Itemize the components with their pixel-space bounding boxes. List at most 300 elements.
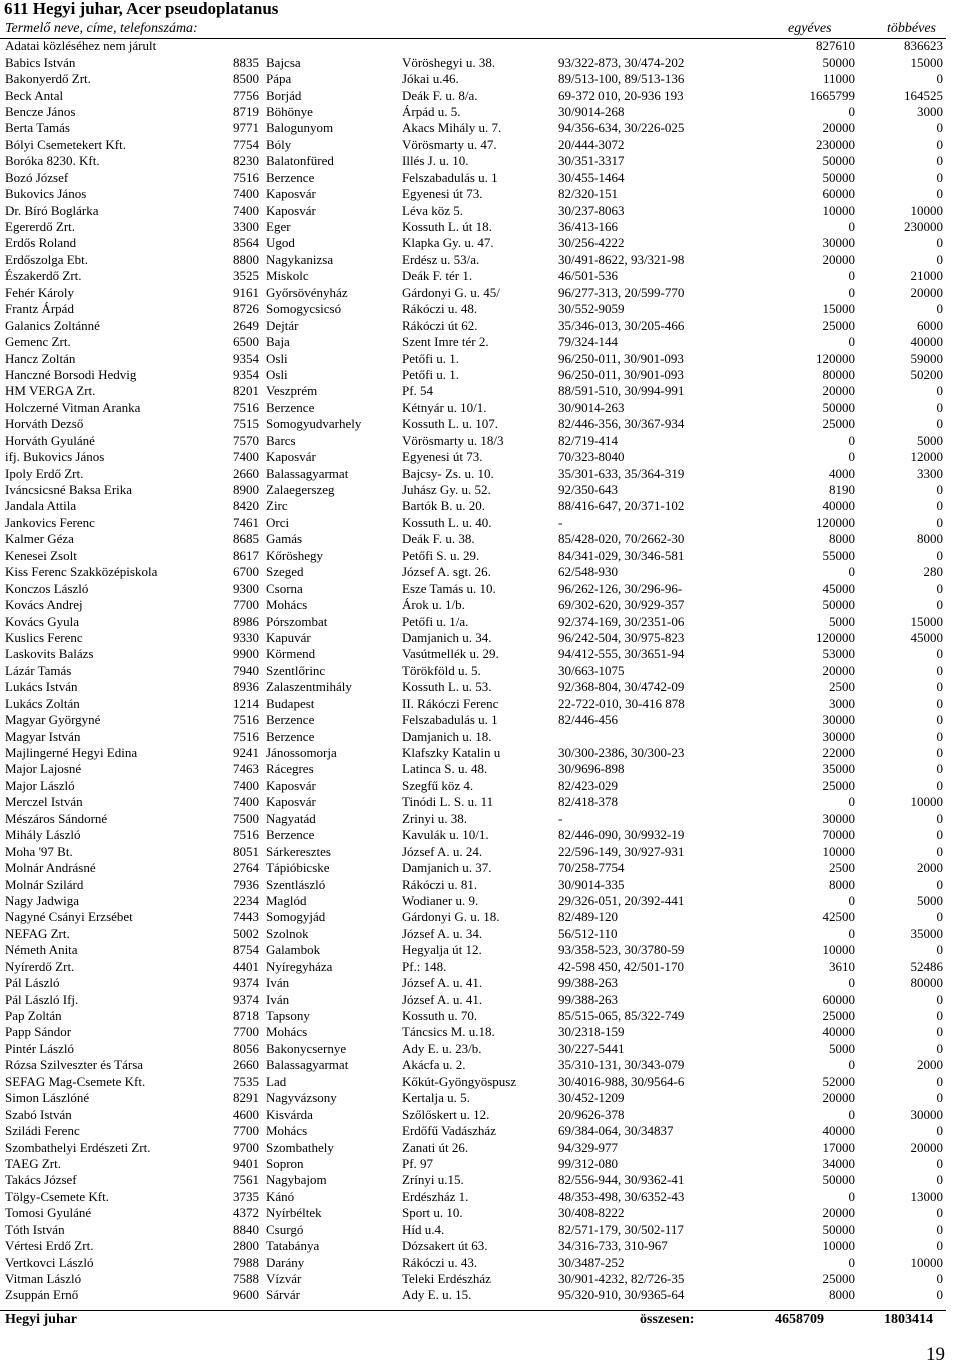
street-address: Pf. 97 (402, 1155, 434, 1171)
table-row (0, 137, 946, 153)
multi-year-quantity: 15000 (910, 613, 943, 629)
table-row (0, 170, 946, 186)
one-year-quantity: 0 (848, 268, 855, 284)
producer-name: Vitman László (5, 1271, 82, 1287)
multi-year-quantity: 0 (936, 827, 943, 843)
street-address: Zrinyi u. 38. (402, 810, 467, 826)
table-row (0, 926, 946, 942)
phone-numbers: 35/346-013, 30/205-466 (558, 317, 685, 333)
multi-year-quantity: 21000 (910, 268, 943, 284)
multi-year-quantity: 0 (936, 1287, 943, 1303)
one-year-quantity: 3000 (829, 695, 855, 711)
multi-year-quantity: 59000 (910, 350, 943, 366)
one-year-quantity: 0 (848, 1188, 855, 1204)
city: Iván (266, 975, 290, 991)
multi-year-quantity: 836623 (904, 38, 943, 54)
multi-year-quantity: 2000 (917, 860, 943, 876)
street-address: Esze Tamás u. 10. (402, 580, 496, 596)
street-address: Pf. 54 (402, 383, 434, 399)
one-year-quantity: 22000 (822, 745, 855, 761)
street-address: Petőfi u. 1. (402, 350, 460, 366)
table-row (0, 400, 946, 416)
table-row (0, 186, 946, 202)
postal-code: 8230 (233, 153, 259, 169)
phone-numbers: 85/428-020, 70/2662-30 (558, 531, 685, 547)
table-row (0, 498, 946, 514)
producer-name: Molnár Andrásné (5, 860, 96, 876)
producer-name: Mihály László (5, 827, 81, 843)
multi-year-quantity: 0 (936, 695, 943, 711)
city: Pápa (266, 71, 292, 87)
phone-numbers: 82/489-120 (558, 909, 618, 925)
phone-numbers: 30/256-4222 (558, 235, 625, 251)
multi-year-quantity: 0 (936, 136, 943, 152)
table-row (0, 876, 946, 892)
phone-numbers: 48/353-498, 30/6352-43 (558, 1188, 685, 1204)
street-address: Damjanich u. 18. (402, 728, 492, 744)
street-address: Hegyalja út 12. (402, 942, 482, 958)
one-year-quantity: 120000 (816, 514, 855, 530)
postal-code: 7936 (233, 876, 259, 892)
phone-numbers: 69-372 010, 20-936 193 (558, 87, 684, 103)
producer-name: Zsuppán Ernő (5, 1287, 79, 1303)
street-address: Dózsakert út 63. (402, 1238, 488, 1254)
producer-name: Nyírerdő Zrt. (5, 958, 75, 974)
table-row (0, 1041, 946, 1057)
phone-numbers: 96/250-011, 30/901-093 (558, 350, 684, 366)
table-row (0, 778, 946, 794)
phone-numbers: 30/4016-988, 30/9564-6 (558, 1073, 685, 1089)
street-address: Juhász Gy. u. 52. (402, 482, 491, 498)
multi-year-quantity: 0 (936, 153, 943, 169)
producer-name: Papp Sándor (5, 1024, 72, 1040)
one-year-quantity: 0 (848, 925, 855, 941)
phone-numbers (554, 38, 778, 54)
multi-year-quantity: 3000 (917, 103, 943, 119)
street-address: Vasútmellék u. 29. (402, 646, 499, 662)
table-row (0, 1172, 946, 1188)
street-address: Latinca S. u. 48. (402, 761, 488, 777)
postal-code: 7700 (233, 1024, 259, 1040)
one-year-quantity: 52000 (822, 1073, 855, 1089)
street-address: József A. u. 34. (402, 925, 483, 941)
postal-code: 2660 (233, 1057, 259, 1073)
street-address: Teleki Erdészház (402, 1271, 491, 1287)
table-row (0, 909, 946, 925)
postal-code: 8900 (233, 482, 259, 498)
city: Balassagyarmat (266, 465, 349, 481)
multi-year-quantity: 0 (936, 235, 943, 251)
postal-code: 8051 (233, 843, 259, 859)
table-row (0, 515, 946, 531)
street-address: Rákóczi u. 43. (402, 1254, 478, 1270)
phone-numbers: 30/351-3317 (558, 153, 625, 169)
multi-year-quantity: 0 (936, 597, 943, 613)
postal-code: 1214 (233, 695, 259, 711)
street-address: Petőfi S. u. 29. (402, 547, 480, 563)
postal-code: 9300 (233, 580, 259, 596)
multi-year-quantity: 0 (936, 646, 943, 662)
producer-name: Jankovics Ferenc (5, 514, 95, 530)
table-row (0, 465, 946, 481)
city: Vízvár (266, 1271, 302, 1287)
street-address: Illés J. u. 10. (402, 153, 469, 169)
multi-year-quantity: 0 (936, 662, 943, 678)
postal-code: 7516 (233, 399, 259, 415)
multi-year-quantity: 20000 (910, 1139, 943, 1155)
one-year-quantity: 42500 (822, 909, 855, 925)
city: Böhönye (266, 103, 313, 119)
one-year-quantity: 20000 (822, 662, 855, 678)
producer-name: Tomosi Gyuláné (5, 1205, 92, 1221)
street-address: Szegfű köz 4. (402, 777, 474, 793)
postal-code: 7400 (233, 777, 259, 793)
city: Nagykanizsa (266, 251, 334, 267)
one-year-quantity: 4000 (829, 465, 855, 481)
producer-name: Tóth István (5, 1221, 65, 1237)
one-year-quantity: 25000 (822, 1008, 855, 1024)
phone-numbers: 93/358-523, 30/3780-59 (558, 942, 685, 958)
city (262, 38, 398, 54)
table-row (0, 696, 946, 712)
postal-code: 9771 (233, 120, 259, 136)
postal-code: 7400 (233, 449, 259, 465)
multi-year-quantity: 0 (936, 712, 943, 728)
postal-code: 7463 (233, 761, 259, 777)
producer-name: Bukovics János (5, 186, 87, 202)
postal-code: 8726 (233, 301, 259, 317)
street-address: Damjanich u. 37. (402, 860, 492, 876)
street-address: Sport u. 10. (402, 1205, 463, 1221)
one-year-quantity: 0 (848, 103, 855, 119)
table-row (0, 679, 946, 695)
postal-code: 7500 (233, 810, 259, 826)
one-year-quantity: 50000 (822, 399, 855, 415)
table-row (0, 1074, 946, 1090)
city: Baja (266, 334, 290, 350)
city: Berzence (266, 169, 315, 185)
street-address: Tinódi L. S. u. 11 (402, 794, 494, 810)
producer-name: Dr. Bíró Boglárka (5, 202, 99, 218)
postal-code: 7561 (233, 1172, 259, 1188)
street-address (398, 38, 554, 54)
postal-code: 6700 (233, 564, 259, 580)
table-row (0, 1090, 946, 1106)
table-row (0, 350, 946, 366)
phone-numbers: 82/719-414 (558, 432, 618, 448)
one-year-quantity: 50000 (822, 1172, 855, 1188)
postal-code: 8420 (233, 498, 259, 514)
phone-numbers: 92/374-169, 30/2351-06 (558, 613, 685, 629)
multi-year-column-label: többéves (887, 21, 936, 36)
multi-year-quantity: 0 (936, 991, 943, 1007)
city: Maglód (266, 892, 307, 908)
phone-numbers: 92/368-804, 30/4742-09 (558, 679, 685, 695)
multi-year-quantity: 3300 (917, 465, 943, 481)
one-year-quantity: 30000 (822, 728, 855, 744)
city: Balassagyarmat (266, 1057, 349, 1073)
street-address: Ady E. u. 23/b. (402, 1040, 482, 1056)
producer-name: Pap Zoltán (5, 1008, 62, 1024)
multi-year-quantity: 6000 (917, 317, 943, 333)
phone-numbers: 42-598 450, 42/501-170 (558, 958, 685, 974)
postal-code: 7400 (233, 202, 259, 218)
producer-name: Jandala Attila (5, 498, 77, 514)
producer-name: Tölgy-Csemete Kft. (5, 1188, 109, 1204)
postal-code: 9161 (233, 284, 259, 300)
city: Kaposvár (266, 794, 316, 810)
multi-year-quantity: 0 (936, 942, 943, 958)
city: Sárkeresztes (266, 843, 331, 859)
street-address: Kossuth L. u. 107. (402, 416, 499, 432)
phone-numbers: 30/452-1209 (558, 1090, 625, 1106)
one-year-quantity: 40000 (822, 498, 855, 514)
city: Szombathely (266, 1139, 334, 1155)
postal-code: 7570 (233, 432, 259, 448)
phone-numbers: 82/446-456 (558, 712, 618, 728)
producer-name: Szabó István (5, 1106, 72, 1122)
postal-code: 8840 (233, 1221, 259, 1237)
phone-numbers: 46/501-536 (558, 268, 618, 284)
producer-name: Merczel István (5, 794, 83, 810)
one-year-quantity: 17000 (822, 1139, 855, 1155)
phone-numbers: 94/356-634, 30/226-025 (558, 120, 685, 136)
one-year-quantity: 2500 (829, 860, 855, 876)
one-year-quantity: 55000 (822, 547, 855, 563)
city: Berzence (266, 399, 315, 415)
one-year-quantity: 827610 (816, 38, 855, 54)
city: Somogyudvarhely (266, 416, 362, 432)
multi-year-quantity: 35000 (910, 925, 943, 941)
street-address: Felszabadulás u. 1 (402, 712, 498, 728)
producer-name: Fehér Károly (5, 284, 74, 300)
producer-name: Major Lajosné (5, 761, 82, 777)
phone-numbers: 30/491-8622, 93/321-98 (558, 251, 685, 267)
table-row (0, 54, 946, 70)
street-address: Bajcsy- Zs. u. 10. (402, 465, 494, 481)
table-row (0, 548, 946, 564)
one-year-quantity: 0 (848, 975, 855, 991)
multi-year-quantity: 0 (936, 1221, 943, 1237)
table-row (0, 531, 946, 547)
phone-numbers: 89/513-100, 89/513-136 (558, 71, 685, 87)
city: Győrsövényház (266, 284, 348, 300)
producer-name: Simon Lászlóné (5, 1090, 90, 1106)
producer-name: HM VERGA Zrt. (5, 383, 96, 399)
producer-name: Galanics Zoltánné (5, 317, 100, 333)
table-row (0, 580, 946, 596)
postal-code: 8564 (233, 235, 259, 251)
table-row (0, 794, 946, 810)
one-year-quantity: 10000 (822, 843, 855, 859)
table-row (0, 663, 946, 679)
multi-year-quantity: 45000 (910, 629, 943, 645)
city: Tápióbicske (266, 860, 330, 876)
multi-year-quantity: 0 (936, 383, 943, 399)
postal-code: 7516 (233, 827, 259, 843)
one-year-column-label: egyéves (788, 21, 832, 36)
one-year-quantity: 70000 (822, 827, 855, 843)
phone-numbers: 30/9696-898 (558, 761, 625, 777)
table-row (0, 1139, 946, 1155)
one-year-quantity: 120000 (816, 629, 855, 645)
table-row (0, 38, 946, 54)
table-row (0, 827, 946, 843)
multi-year-quantity: 0 (936, 810, 943, 826)
phone-numbers: 94/329-977 (558, 1139, 618, 1155)
producer-name: SEFAG Mag-Csemete Kft. (5, 1073, 146, 1089)
city: Jánossomorja (266, 745, 337, 761)
street-address: Szent Imre tér 2. (402, 334, 489, 350)
one-year-quantity: 10000 (822, 1238, 855, 1254)
table-row (0, 1156, 946, 1172)
producer-name: Magyar Györgyné (5, 712, 101, 728)
phone-numbers: 82/446-356, 30/367-934 (558, 416, 685, 432)
phone-numbers: 99/388-263 (558, 975, 618, 991)
city: Kánó (266, 1188, 295, 1204)
multi-year-quantity: 0 (936, 482, 943, 498)
postal-code: 7756 (233, 87, 259, 103)
table-row (0, 712, 946, 728)
one-year-quantity: 60000 (822, 991, 855, 1007)
phone-numbers: 82/571-179, 30/502-117 (558, 1221, 684, 1237)
producer-name: Iváncsicsné Baksa Erika (5, 482, 133, 498)
postal-code: 9374 (233, 991, 259, 1007)
one-year-quantity: 25000 (822, 416, 855, 432)
phone-numbers: 88/591-510, 30/994-991 (558, 383, 685, 399)
one-year-quantity: 5000 (829, 613, 855, 629)
postal-code: 4401 (233, 958, 259, 974)
table-row (0, 646, 946, 662)
multi-year-quantity: 280 (923, 564, 943, 580)
city: Csorna (266, 580, 303, 596)
city: Nagyvázsony (266, 1090, 337, 1106)
one-year-quantity: 8000 (829, 876, 855, 892)
phone-numbers: 36/413-166 (558, 219, 618, 235)
postal-code: 7516 (233, 169, 259, 185)
table-row (0, 991, 946, 1007)
producer-table (0, 38, 946, 1304)
street-address: Zanati út 26. (402, 1139, 469, 1155)
producer-name: Horváth Gyuláné (5, 432, 95, 448)
producer-name: Ipoly Erdő Zrt. (5, 465, 84, 481)
postal-code: 7588 (233, 1271, 259, 1287)
table-row (0, 219, 946, 235)
city: Balogunyom (266, 120, 334, 136)
street-address: Egyenesi út 73. (402, 186, 483, 202)
postal-code: 9374 (233, 975, 259, 991)
total-multi-year: 1803414 (884, 1312, 933, 1327)
street-address: Kőkút-Gyöngyöspusz (402, 1073, 517, 1089)
street-address: Árok u. 1/b. (402, 597, 465, 613)
phone-numbers: 69/302-620, 30/929-357 (558, 597, 685, 613)
producer-name: Szombathelyi Erdészeti Zrt. (5, 1139, 151, 1155)
one-year-quantity: 30000 (822, 235, 855, 251)
street-address: Petőfi u. 1/a. (402, 613, 469, 629)
postal-code: 7443 (233, 909, 259, 925)
phone-numbers: 99/312-080 (558, 1155, 618, 1171)
postal-code: 8685 (233, 531, 259, 547)
producer-name: Kiss Ferenc Szakközépiskola (5, 564, 158, 580)
city: Kaposvár (266, 449, 316, 465)
postal-code (222, 38, 262, 54)
postal-code: 8754 (233, 942, 259, 958)
one-year-quantity: 8190 (829, 482, 855, 498)
one-year-quantity: 0 (848, 219, 855, 235)
one-year-quantity: 0 (848, 334, 855, 350)
city: Mohács (266, 1123, 308, 1139)
table-row (0, 1123, 946, 1139)
city: Somogyjád (266, 909, 326, 925)
street-address: Rákóczi u. 48. (402, 301, 478, 317)
one-year-quantity: 0 (848, 1057, 855, 1073)
species-label: Hegyi juhar (5, 1312, 77, 1327)
producer-name: Vertkovci László (5, 1254, 94, 1270)
street-address: Kertalja u. 5. (402, 1090, 470, 1106)
multi-year-quantity: 5000 (917, 892, 943, 908)
street-address: Bartók B. u. 20. (402, 498, 486, 514)
total-label: összesen: (640, 1312, 695, 1327)
producer-name: Egererdő Zrt. (5, 219, 76, 235)
street-address: Kossuth L. út 18. (402, 219, 492, 235)
multi-year-quantity: 10000 (910, 794, 943, 810)
multi-year-quantity: 0 (936, 1123, 943, 1139)
producer-name: Északerdő Zrt. (5, 268, 82, 284)
producer-name: Laskovits Balázs (5, 646, 94, 662)
producer-name: Adatai közléséhez nem járult (5, 38, 157, 54)
multi-year-quantity: 0 (936, 876, 943, 892)
table-row (0, 630, 946, 646)
city: Sárvár (266, 1287, 300, 1303)
table-row (0, 728, 946, 744)
street-address: Gárdonyi G. u. 45/ (402, 284, 500, 300)
multi-year-quantity: 80000 (910, 975, 943, 991)
street-address: Zrínyi u.15. (402, 1172, 464, 1188)
table-row (0, 1024, 946, 1040)
phone-numbers: 99/388-263 (558, 991, 618, 1007)
one-year-quantity: 30000 (822, 712, 855, 728)
city: Veszprém (266, 383, 318, 399)
producer-name: Sziládi Ferenc (5, 1123, 80, 1139)
city: Budapest (266, 695, 315, 711)
postal-code: 7400 (233, 186, 259, 202)
street-address: József A. sgt. 26. (402, 564, 491, 580)
phone-numbers: 70/258-7754 (558, 860, 625, 876)
street-address: Akácfa u. 2. (402, 1057, 466, 1073)
city: Rácegres (266, 761, 314, 777)
postal-code: 8800 (233, 251, 259, 267)
table-row (0, 317, 946, 333)
city: Kaposvár (266, 186, 316, 202)
total-one-year: 4658709 (775, 1312, 824, 1327)
city: Nagyatád (266, 810, 316, 826)
phone-numbers: 22/596-149, 30/927-931 (558, 843, 685, 859)
multi-year-quantity: 0 (936, 498, 943, 514)
postal-code: 7516 (233, 728, 259, 744)
table-row (0, 104, 946, 120)
phone-numbers: 29/326-051, 20/392-441 (558, 892, 685, 908)
city: Pórszombat (266, 613, 328, 629)
street-address: Erdészház 1. (402, 1188, 469, 1204)
table-row (0, 87, 946, 103)
phone-numbers: 96/277-313, 20/599-770 (558, 284, 685, 300)
producer-name: Németh Anita (5, 942, 78, 958)
one-year-quantity: 25000 (822, 1271, 855, 1287)
multi-year-quantity: 0 (936, 745, 943, 761)
table-row (0, 433, 946, 449)
multi-year-quantity: 0 (936, 1172, 943, 1188)
table-row (0, 202, 946, 218)
